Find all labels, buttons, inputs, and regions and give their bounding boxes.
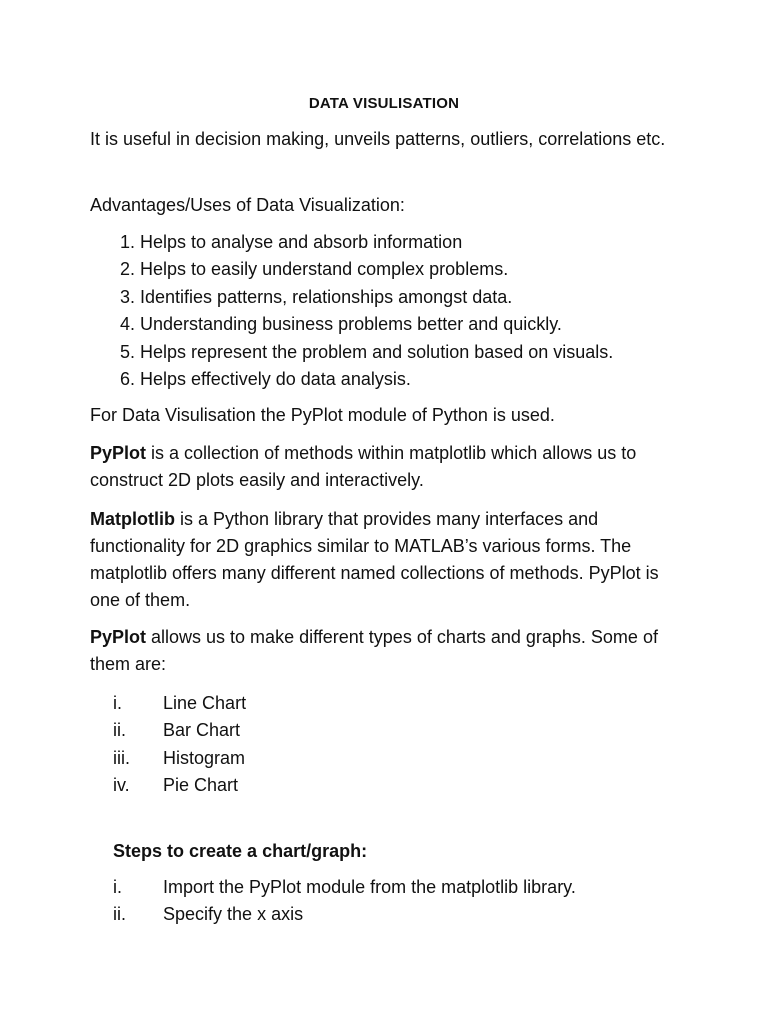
matplotlib-definition-text: is a Python library that provides many interfaces and functionality for 2D graphics similar to MATLAB’s various forms. The matplotlib offers many different named collections of methods. PyPlot is one of them. [90,509,659,610]
pyplot-charts-paragraph [90,624,680,678]
list-item-number: 4. [119,314,135,335]
matplotlib-term: Matplotlib [90,509,175,529]
list-item-number: iii. [113,747,130,768]
list-item [90,366,690,393]
list-item-text: Import the PyPlot module from the matplotlib library. [163,877,576,897]
list-item-text: Helps to analyse and absorb information [140,232,463,252]
list-item-text: Identifies patterns, relationships amongst data. [140,286,513,307]
list-item-text: Helps to easily understand complex problems. [140,259,509,280]
pyplot-term: PyPlot [90,443,147,463]
list-item-number: i. [113,693,122,713]
list-item [113,745,713,772]
list-item-text: Line Chart [163,693,247,713]
matplotlib-definition-paragraph [90,506,680,614]
list-item-number: 5. [119,341,135,362]
list-item [90,311,690,338]
list-item [113,690,713,717]
list-item-number: ii. [113,720,126,741]
list-item-text: Specify the x axis [163,904,304,925]
advantages-list [90,229,690,393]
pyplot-definition-paragraph [90,440,680,494]
list-item [90,284,690,311]
list-item-number: 2. [119,259,135,280]
steps-heading: Steps to create a chart/graph: [113,841,368,861]
intro-paragraph: It is useful in decision making, unveils patterns, outliers, correlations etc. [90,129,666,149]
advantages-heading: Advantages/Uses of Data Visualization: [90,195,405,215]
list-item [113,874,713,901]
list-item-text: Helps represent the problem and solution based on visuals. [140,341,614,362]
pyplot-module-paragraph: For Data Visulisation the PyPlot module of Python is used. [90,405,555,425]
pyplot-term: PyPlot [90,627,147,647]
list-item-text: Histogram [163,747,246,768]
document-title: DATA VISULISATION [308,95,460,112]
list-item-text: Pie Chart [163,774,239,795]
list-item [113,772,713,799]
list-item-text: Bar Chart [163,720,241,741]
list-item [113,901,713,928]
list-item-number: iv. [113,774,130,795]
list-item-number: i. [113,877,122,897]
list-item [113,717,713,744]
pyplot-charts-text: allows us to make different types of charts and graphs. Some of them are: [90,627,658,674]
list-item-number: 1. [119,232,135,252]
chart-types-list [113,690,713,799]
pyplot-definition-text: is a collection of methods within matplotlib which allows us to construct 2D plots easily and interactively. [90,443,637,490]
list-item-number: 6. [119,368,135,389]
list-item-text: Helps effectively do data analysis. [140,368,411,389]
list-item [90,339,690,366]
list-item [90,229,690,256]
steps-list [113,874,713,929]
list-item-text: Understanding business problems better and quickly. [140,314,562,335]
list-item-number: ii. [113,904,126,925]
list-item [90,256,690,283]
list-item-number: 3. [119,286,135,307]
